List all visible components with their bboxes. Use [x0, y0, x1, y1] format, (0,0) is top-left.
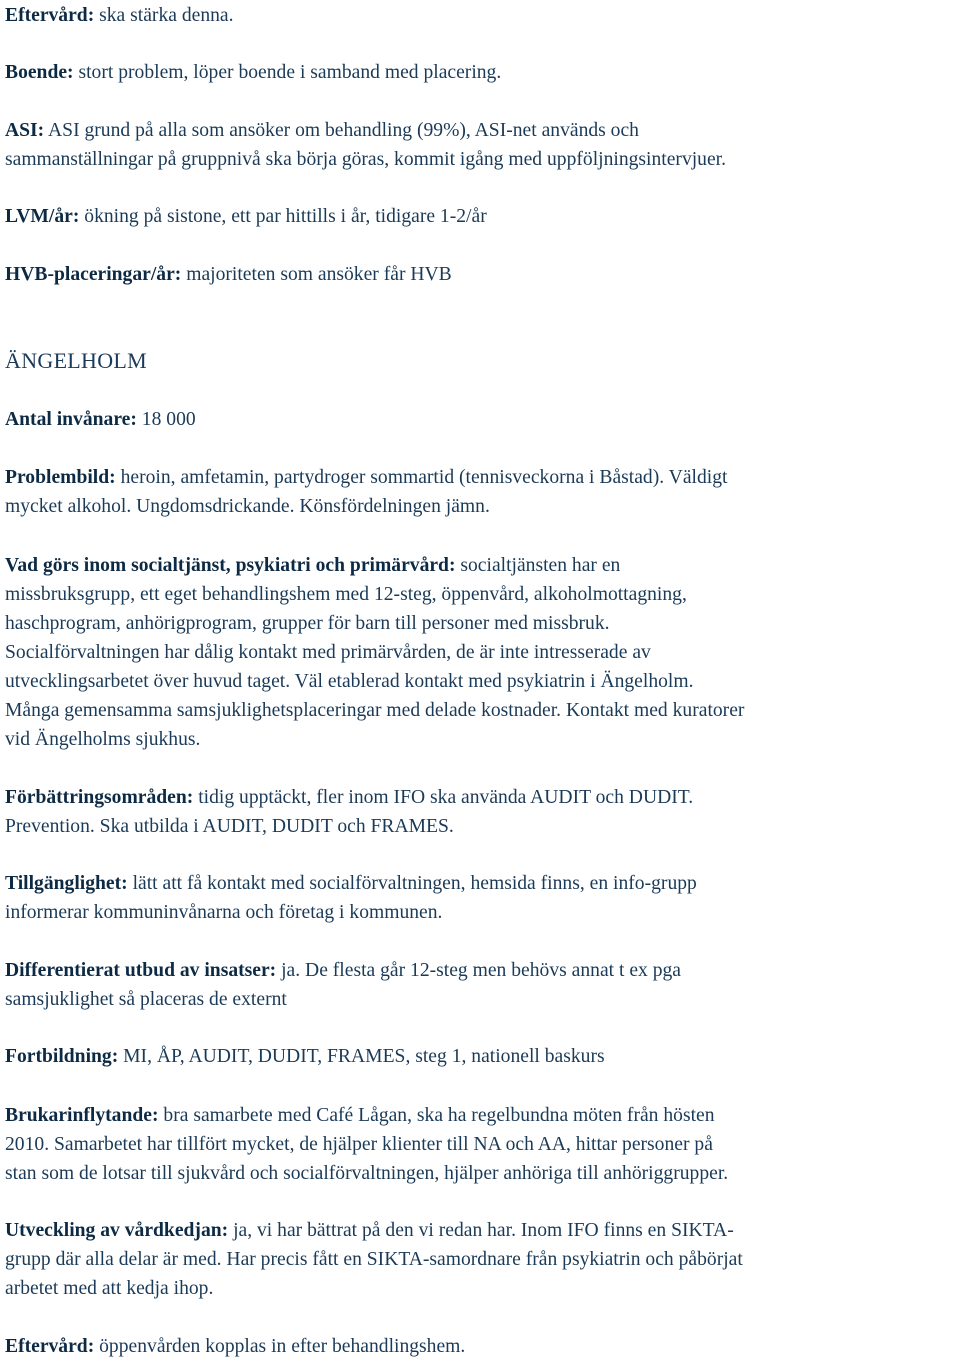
paragraph-antal-invanare: [5, 405, 958, 434]
text-brukarinflytande-line2: 2010. Samarbetet har tillfört mycket, de hjälper klienter till NA och AA, hittar personer på: [5, 1134, 713, 1155]
text-tillganglighet-line2: informerar kommuninvånarna och företag i kommunen.: [5, 902, 443, 923]
text-forbattringsomraden-line1: tidig upptäckt, fler inom IFO ska använda AUDIT och DUDIT.: [193, 787, 694, 808]
paragraph-tillganglighet: [5, 869, 958, 927]
paragraph-utveckling-vardkedjan: [5, 1216, 958, 1303]
label-forbattringsomraden: Förbättringsområden:: [5, 787, 194, 808]
text-differentierat-utbud-line1: ja. De flesta går 12-steg men behövs annat t ex pga: [276, 960, 682, 981]
label-eftervard: Eftervård:: [5, 5, 95, 26]
paragraph-problembild: [5, 463, 958, 521]
paragraph-eftervard: [5, 1, 958, 30]
text-vad-gors-line3: haschprogram, anhörigprogram, grupper för barn till personer med missbruk.: [5, 613, 610, 634]
text-lvm: ökning på sistone, ett par hittills i år, tidigare 1-2/år: [79, 206, 487, 227]
text-vad-gors-line4: Socialförvaltningen har dålig kontakt med primärvården, de är inte intresserade av: [5, 642, 651, 663]
text-vad-gors-line5: utvecklingsarbetet över huvud taget. Väl etablerad kontakt med psykiatrin i Ängelholm.: [5, 671, 694, 692]
label-vad-gors: Vad görs inom socialtjänst, psykiatri och primärvård:: [5, 555, 456, 576]
paragraph-eftervard-2: [5, 1332, 958, 1361]
text-utveckling-vardkedjan-line3: arbetet med att kedja ihop.: [5, 1278, 214, 1299]
paragraph-hvb: [5, 260, 958, 289]
text-vad-gors-line2: missbruksgrupp, ett eget behandlingshem med 12-steg, öppenvård, alkoholmottagning,: [5, 584, 687, 605]
text-vad-gors-line1: socialtjänsten har en: [455, 555, 621, 576]
text-problembild-line2: mycket alkohol. Ungdomsdrickande. Könsfördelningen jämn.: [5, 496, 490, 517]
label-hvb: HVB-placeringar/år:: [5, 264, 182, 285]
text-brukarinflytande-line3: stan som de lotsar till sjukvård och socialförvaltningen, hjälper anhöriga till anhöriggrupper.: [5, 1163, 729, 1184]
text-brukarinflytande-line1: bra samarbete med Café Lågan, ska ha regelbundna möten från hösten: [158, 1105, 715, 1126]
text-eftervard-2: öppenvården kopplas in efter behandlingshem.: [94, 1336, 466, 1357]
label-fortbildning: Fortbildning:: [5, 1046, 119, 1067]
paragraph-asi: [5, 116, 958, 174]
text-asi-line1: ASI grund på alla som ansöker om behandling (99%), ASI-net används och: [44, 120, 639, 141]
paragraph-boende: [5, 58, 958, 87]
paragraph-differentierat-utbud: [5, 956, 958, 1014]
paragraph-vad-gors: [5, 551, 958, 754]
label-utveckling-vardkedjan: Utveckling av vårdkedjan:: [5, 1220, 229, 1241]
text-asi-line2: sammanställningar på gruppnivå ska börja göras, kommit igång med uppföljningsintervjuer.: [5, 149, 727, 170]
label-boende: Boende:: [5, 62, 74, 83]
label-lvm: LVM/år:: [5, 206, 80, 227]
text-antal-invanare: 18 000: [136, 409, 196, 430]
text-boende: stort problem, löper boende i samband med placering.: [73, 62, 502, 83]
paragraph-forbattringsomraden: [5, 783, 958, 841]
heading-text: ÄNGELHOLM: [5, 348, 148, 373]
text-problembild-line1: heroin, amfetamin, partydroger sommartid (tennisveckorna i Båstad). Väldigt: [115, 467, 728, 488]
label-differentierat-utbud: Differentierat utbud av insatser:: [5, 960, 277, 981]
text-hvb: majoriteten som ansöker får HVB: [181, 264, 452, 285]
text-vad-gors-line6: Många gemensamma samsjuklighetsplaceringar med delade kostnader. Kontakt med kuratorer: [5, 700, 745, 721]
label-eftervard-2: Eftervård:: [5, 1336, 95, 1357]
paragraph-lvm: [5, 202, 958, 231]
text-utveckling-vardkedjan-line1: ja, vi har bättrat på den vi redan har. Inom IFO finns en SIKTA-: [228, 1220, 734, 1241]
text-eftervard: ska stärka denna.: [94, 5, 234, 26]
paragraph-fortbildning: [5, 1042, 958, 1071]
section-heading-angelholm: [5, 346, 958, 375]
text-tillganglighet-line1: lätt att få kontakt med socialförvaltningen, hemsida finns, en info-grupp: [127, 873, 697, 894]
text-fortbildning: MI, ÅP, AUDIT, DUDIT, FRAMES, steg 1, nationell baskurs: [118, 1046, 605, 1067]
paragraph-brukarinflytande: [5, 1101, 958, 1188]
label-antal-invanare: Antal invånare:: [5, 409, 137, 430]
text-vad-gors-line7: vid Ängelholms sjukhus.: [5, 729, 201, 750]
label-asi: ASI:: [5, 120, 45, 141]
label-problembild: Problembild:: [5, 467, 116, 488]
text-forbattringsomraden-line2: Prevention. Ska utbilda i AUDIT, DUDIT och FRAMES.: [5, 816, 454, 837]
label-brukarinflytande: Brukarinflytande:: [5, 1105, 159, 1126]
label-tillganglighet: Tillgänglighet:: [5, 873, 128, 894]
text-differentierat-utbud-line2: samsjuklighet så placeras de externt: [5, 989, 287, 1010]
text-utveckling-vardkedjan-line2: grupp där alla delar är med. Har precis fått en SIKTA-samordnare från psykiatrin och påbörjat: [5, 1249, 743, 1270]
